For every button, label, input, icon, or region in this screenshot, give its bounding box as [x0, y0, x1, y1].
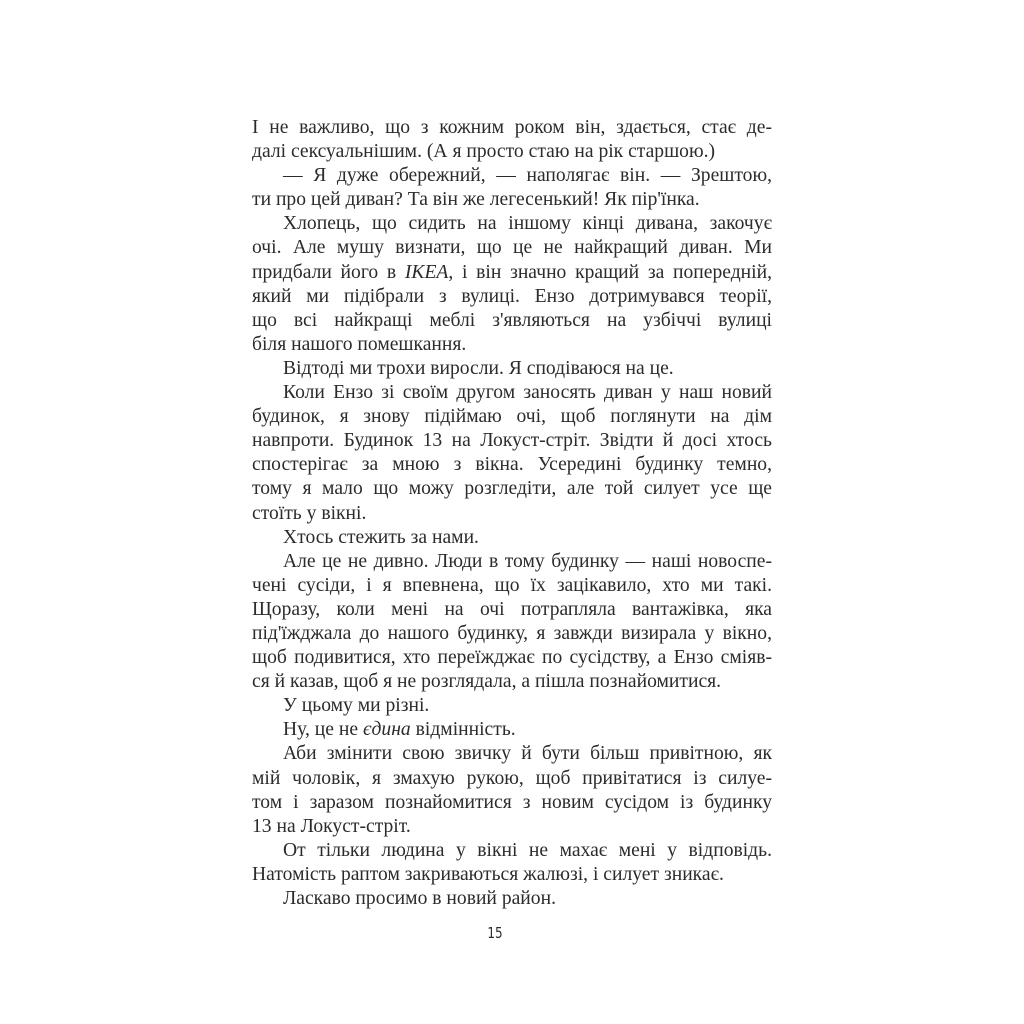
text-line: який ми підібрали з вулиці. Ензо дотримувався теорії,: [252, 285, 772, 307]
text-line: Аби змінити свою звичку й бути більш привітною, як: [283, 743, 772, 765]
text-line: От тільки людина у вікні не махає мені у відповідь.: [283, 839, 772, 861]
text-line: що всі найкращі меблі з'являються на узбіччі вулиці: [252, 309, 772, 331]
text-line: У цьому ми різні.: [283, 695, 430, 717]
text-line: під'їжджала до нашого будинку, я завжди визирала у вікно,: [252, 622, 772, 644]
text-line: будинок, я знову підіймаю очі, щоб поглянути на дім: [252, 406, 772, 428]
text-line: тому я мало що можу розгледіти, але той силует усе ще: [252, 478, 772, 500]
body-text: [252, 116, 772, 911]
text-line: Але це не дивно. Люди в тому будинку — наші новоспе-: [283, 550, 772, 572]
text-line: Натомість раптом закриваються жалюзі, і силует зникає.: [252, 863, 724, 885]
text-line: біля нашого помешкання.: [252, 333, 467, 355]
text-line: Ласкаво просимо в новий район.: [283, 888, 556, 909]
text-line: ся й казав, щоб я не розглядала, а пішла познайомитися.: [252, 671, 722, 693]
text-line: очі. Але мушу визнати, що це не найкращий диван. Ми: [252, 237, 772, 259]
text-line: навпроти. Будинок 13 на Локуст-стріт. Звідти й досі хтось: [252, 430, 772, 452]
text-line: чені сусіди, і я впевнена, що їх зацікавило, хто ми такі.: [252, 574, 772, 596]
text-line: [252, 261, 772, 285]
text-line: — Я дуже обережний, — наполягає він. — Зрештою,: [283, 165, 772, 187]
text-line: Хтось стежить за нами.: [283, 526, 479, 548]
text-line: Коли Ензо зі своїм другом заносять диван у наш новий: [283, 382, 772, 404]
text-line: мій чоловік, я змахую рукою, щоб привітатися із силуе-: [252, 767, 772, 789]
text-line: щоб подивитися, хто переїжджає по сусідству, а Ензо сміяв-: [252, 647, 772, 669]
italic-text: IKEA: [404, 261, 449, 283]
text-line: І не важливо, що з кожним роком він, здається, стає де-: [252, 117, 772, 138]
text-line: Хлопець, що сидить на іншому кінці дивана, закочує: [283, 213, 772, 235]
text-line: стоїть у вікні.: [252, 502, 367, 524]
text-line: ти про цей диван? Та він же легесенький! Як пір'їнка.: [252, 189, 700, 211]
text-line: [252, 718, 772, 742]
text-line: Щоразу, коли мені на очі потрапляла вантажівка, яка: [252, 598, 772, 620]
text-segment: , і він значно кращий за попередній,: [448, 261, 772, 283]
text-line: далі сексуальнішим. (А я просто стаю на рік старшою.): [252, 141, 716, 163]
text-line: 13 на Локуст-стріт.: [252, 815, 411, 837]
text-segment: Ну, це не: [283, 719, 363, 741]
text-segment: відмінність.: [410, 719, 516, 741]
text-line: спостерігає за мною з вікна. Усередині будинку темно,: [252, 454, 772, 476]
italic-text: єдина: [362, 719, 411, 741]
text-line: Відтоді ми трохи виросли. Я сподіваюся на це.: [283, 357, 674, 379]
text-segment: придбали його в: [252, 261, 405, 283]
page-number: 15: [487, 924, 503, 942]
text-line: том і заразом познайомитися з новим сусідом із будинку: [252, 791, 772, 813]
